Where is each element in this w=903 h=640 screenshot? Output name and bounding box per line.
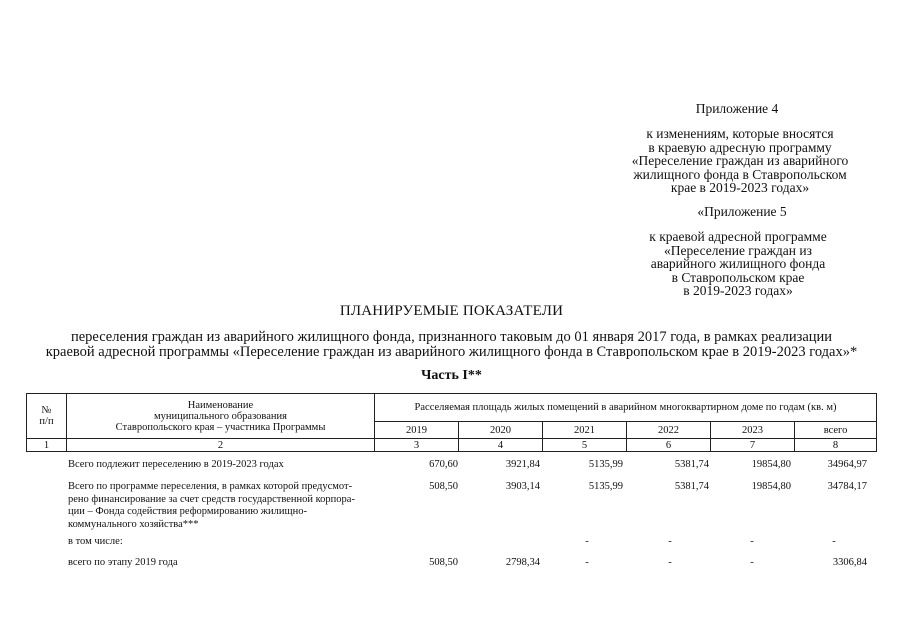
row-label (68, 481, 374, 531)
cell-value: 508,50 (429, 557, 458, 568)
col-index: 8 (795, 439, 877, 452)
appendix-4-line: в краевую адресную программу (648, 139, 832, 155)
col-name-line: Ставропольского края – участника Программы (115, 421, 326, 433)
appendix-5-line: в 2019-2023 годах» (683, 283, 793, 298)
cell-value: - (668, 557, 672, 568)
cell-value: 5381,74 (674, 481, 709, 492)
subtitle-line: краевой адресной программы «Переселение граждан из аварийного жилищного фонда в Ставропольском крае в 2019-2023 годах»* (45, 344, 858, 360)
document-title: ПЛАНИРУЕМЫЕ ПОКАЗАТЕЛИ (339, 303, 564, 319)
year-header: 2020 (459, 422, 543, 439)
col-name-line: муниципального образования (154, 410, 287, 422)
appendix-4-text (605, 127, 875, 195)
cell-value: - (750, 536, 754, 547)
appendix-4-line: жилищного фонда в Ставропольском (633, 166, 847, 182)
group-header: Расселяемая площадь жилых помещений в аварийном многоквартирном доме по годам (кв. м) (375, 394, 877, 422)
col-index: 7 (711, 439, 795, 452)
year-header: 2019 (375, 422, 459, 439)
col-name-line: Наименование (187, 399, 254, 411)
cell-value: - (668, 536, 672, 547)
col-index: 2 (67, 439, 375, 452)
row-label-line: Всего по программе переселения, в рамках которой предусмот- (68, 481, 353, 492)
row-label-line: коммунального хозяйства*** (68, 518, 199, 530)
year-header: 2022 (627, 422, 711, 439)
row-label: Всего подлежит переселению в 2019-2023 годах (68, 459, 284, 470)
year-header: 2021 (543, 422, 627, 439)
cell-value: 34784,17 (827, 481, 867, 492)
cell-value: 19854,80 (751, 481, 791, 492)
cell-value: - (750, 557, 754, 568)
appendix-4-line: к изменениям, которые вносятся (646, 126, 834, 141)
col-name-header (67, 394, 375, 439)
cell-value: 5135,99 (588, 481, 623, 492)
cell-value: 3903,14 (505, 481, 540, 492)
row-label: всего по этапу 2019 года (68, 557, 178, 568)
row-label: в том числе: (68, 536, 123, 547)
cell-value: 670,60 (429, 459, 458, 470)
col-index: 5 (543, 439, 627, 452)
cell-value: 3921,84 (505, 459, 540, 470)
col-number-header (27, 394, 67, 439)
cell-value: 34964,97 (827, 459, 867, 470)
appendix-5-title: «Приложение 5 (697, 204, 787, 219)
col-index: 6 (627, 439, 711, 452)
cell-value: 5381,74 (674, 459, 709, 470)
col-index: 1 (27, 439, 67, 452)
appendix-5-line: аварийного жилищного фонда (650, 256, 826, 271)
appendix-4-line: «Переселение граждан из аварийного (631, 153, 849, 168)
cell-value: - (832, 536, 836, 547)
year-header: всего (795, 422, 877, 439)
appendix-5-text (622, 230, 854, 298)
year-header: 2023 (711, 422, 795, 439)
col-number-line: № (41, 405, 52, 416)
appendix-5-line: в Ставропольском крае (671, 269, 805, 285)
cell-value: - (585, 536, 589, 547)
cell-value: 5135,99 (588, 459, 623, 470)
cell-value: 2798,34 (505, 557, 540, 568)
cell-value: 508,50 (429, 481, 458, 492)
part-heading: Часть I** (421, 368, 482, 383)
col-index: 3 (375, 439, 459, 452)
appendix-5-line: к краевой адресной программе (649, 229, 827, 244)
appendix-4-title: Приложение 4 (695, 101, 779, 116)
indicators-table-header (26, 393, 877, 452)
row-label-line: рено финансирование за счет средств государственной корпора- (68, 493, 355, 505)
cell-value: - (585, 557, 589, 568)
cell-value: 3306,84 (832, 557, 867, 568)
cell-value: 19854,80 (751, 459, 791, 470)
document-subtitle (0, 330, 903, 360)
col-number-line: п/п (39, 416, 54, 427)
col-index: 4 (459, 439, 543, 452)
row-label-line: ции – Фонда содействия реформированию жилищно- (68, 506, 307, 517)
appendix-4-line: крае в 2019-2023 годах» (670, 180, 810, 195)
subtitle-line: переселения граждан из аварийного жилищного фонда, признанного таковым до 01 января 2017 года, в рамках реализации (70, 329, 833, 345)
appendix-5-line: «Переселение граждан из (664, 242, 812, 258)
